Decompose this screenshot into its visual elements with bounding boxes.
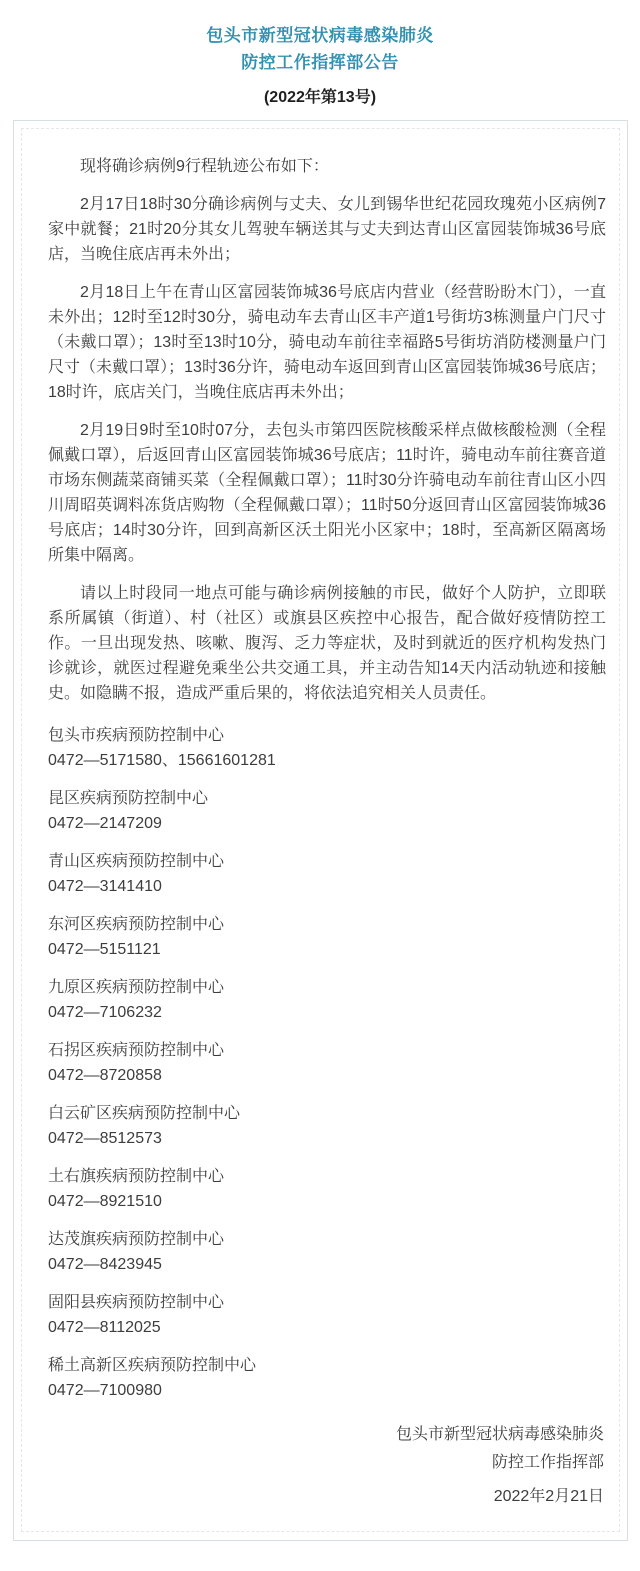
contact-phone-number: 0472—7100980 (48, 1382, 162, 1399)
contact-phone-number: 0472—8423945 (48, 1256, 162, 1273)
contact-center-name: 九原区疾病预防控制中心 (48, 979, 225, 996)
contact-entry (48, 1353, 606, 1403)
contact-center-name: 固阳县疾病预防控制中心 (48, 1294, 225, 1311)
contact-center-name: 达茂旗疾病预防控制中心 (48, 1231, 225, 1248)
contact-center-name: 稀土高新区疾病预防控制中心 (48, 1357, 257, 1374)
contact-entry (48, 1038, 606, 1088)
contact-center-name: 东河区疾病预防控制中心 (48, 916, 225, 933)
contact-entry (48, 1164, 606, 1214)
contact-entry (48, 912, 606, 962)
title-line-2: 防控工作指挥部公告 (241, 53, 399, 72)
contact-center-name: 石拐区疾病预防控制中心 (48, 1042, 225, 1059)
contact-phone-number: 0472—7106232 (48, 1004, 162, 1021)
signature-block (48, 1421, 606, 1511)
notice-inner-border (21, 128, 620, 1532)
announcement-header (0, 0, 640, 109)
contact-phone-number: 0472—2147209 (48, 815, 162, 832)
contact-entry (48, 723, 606, 773)
contact-list (48, 723, 606, 1403)
signature-date: 2022年2月21日 (493, 1488, 604, 1505)
contact-phone-number: 0472—3141410 (48, 878, 162, 895)
contact-entry (48, 1227, 606, 1277)
trajectory-feb17-paragraph: 2月17日18时30分确诊病例与丈夫、女儿到锡华世纪花园玫瑰苑小区病例7家中就餐；21时20分其女儿驾驶车辆送其与丈夫到达青山区富园装饰城36号底店，当晚住底店再未外出； (48, 196, 606, 263)
signature-org-line-1: 包头市新型冠状病毒感染肺炎 (395, 1426, 604, 1443)
title-line-1: 包头市新型冠状病毒感染肺炎 (206, 26, 434, 45)
contact-phone-number: 0472—8112025 (48, 1319, 161, 1336)
contact-entry (48, 1101, 606, 1151)
advisory-paragraph: 请以上时段同一地点可能与确诊病例接触的市民，做好个人防护，立即联系所属镇（街道）、村（社区）或旗县区疾控中心报告，配合做好疫情防控工作。一旦出现发热、咳嗽、腹泻、乏力等症状，及时到就近的医疗机构发热门诊就诊，就医过程避免乘坐公共交通工具，并主动告知14天内活动轨迹和接触史。如隐瞒不报，造成严重后果的，将依法追究相关人员责任。 (48, 585, 606, 702)
contact-center-name: 昆区疾病预防控制中心 (48, 790, 209, 807)
contact-entry (48, 975, 606, 1025)
trajectory-feb19-paragraph: 2月19日9时至10时07分，去包头市第四医院核酸采样点做核酸检测（全程佩戴口罩），后返回青山区富园装饰城36号底店；11时许，骑电动车前往赛音道市场东侧蔬菜商铺买菜（全程佩戴口罩）；11时30分许骑电动车前往青山区小四川周昭英调料冻货店购物（全程佩戴口罩）；11时50分返回青山区富园装饰城36号底店；14时30分许，回到高新区沃土阳光小区家中；18时，至高新区隔离场所集中隔离。 (48, 422, 606, 564)
contact-center-name: 青山区疾病预防控制中心 (48, 853, 225, 870)
trajectory-feb18-paragraph: 2月18日上午在青山区富园装饰城36号底店内营业（经营盼盼木门），一直未外出；12时至12时30分，骑电动车去青山区丰产道1号街坊3栋测量户门尺寸（未戴口罩）；13时至13时10分，骑电动车前往幸福路5号街坊消防楼测量户门尺寸（未戴口罩）；13时36分许，骑电动车返回到青山区富园装饰城36号底店；18时许，底店关门，当晚住底店再未外出； (48, 284, 606, 401)
notice-box (13, 120, 628, 1541)
contact-center-name: 土右旗疾病预防控制中心 (48, 1168, 225, 1185)
contact-phone-number: 0472—8921510 (48, 1193, 162, 1210)
contact-phone-number: 0472—5151121 (48, 941, 161, 958)
contact-phone-number: 0472—5171580、15661601281 (48, 752, 276, 769)
intro-paragraph: 现将确诊病例9行程轨迹公布如下： (80, 158, 329, 175)
contact-entry (48, 786, 606, 836)
signature-org-line-2: 防控工作指挥部 (491, 1454, 604, 1471)
contact-phone-number: 0472—8720858 (48, 1067, 162, 1084)
contact-entry (48, 1290, 606, 1340)
contact-center-name: 包头市疾病预防控制中心 (48, 727, 225, 744)
contact-phone-number: 0472—8512573 (48, 1130, 162, 1147)
contact-center-name: 白云矿区疾病预防控制中心 (48, 1105, 241, 1122)
contact-entry (48, 849, 606, 899)
issue-number: (2022年第13号) (263, 89, 377, 106)
